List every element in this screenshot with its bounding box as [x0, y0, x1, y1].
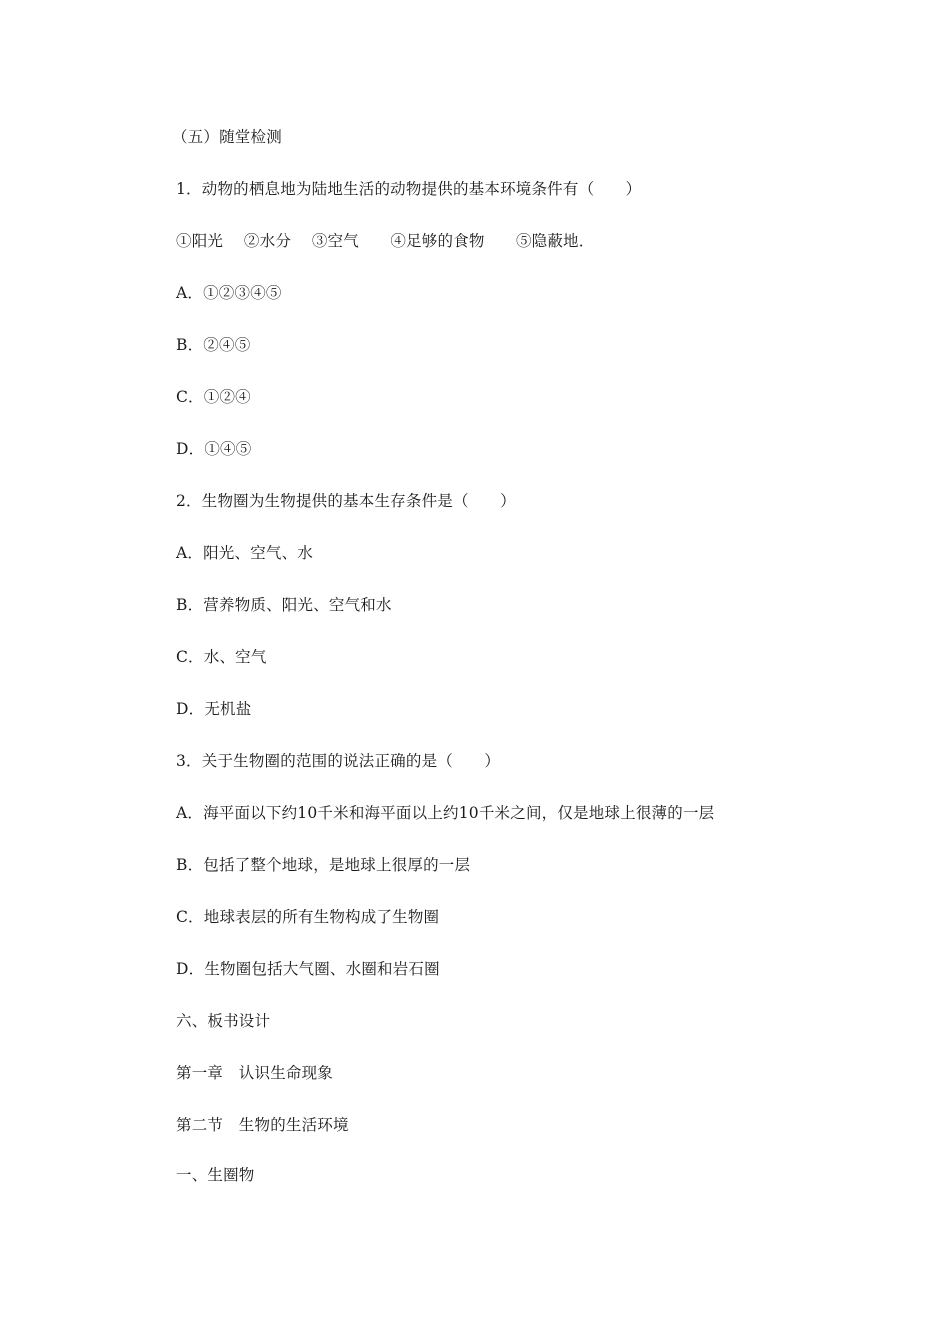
- question-2-option-a: A．阳光、空气、水: [176, 544, 313, 562]
- question-2-option-d: D．无机盐: [176, 700, 252, 718]
- question-3-option-c: C．地球表层的所有生物构成了生物圈: [176, 908, 440, 926]
- question-2-option-c: C．水、空气: [176, 648, 267, 666]
- question-1-option-b: B．②④⑤: [176, 336, 251, 354]
- question-1-option-d: D．①④⑤: [176, 440, 252, 458]
- section-heading-board-design: 六、板书设计: [176, 1012, 271, 1030]
- question-1-items: ①阳光 ②水分 ③空气 ④足够的食物 ⑤隐蔽地．: [176, 232, 595, 250]
- question-3-option-b: B．包括了整个地球，是地球上很厚的一层: [176, 856, 471, 874]
- question-1-option-a: A．①②③④⑤: [176, 284, 282, 302]
- question-1: 1．动物的栖息地为陆地生活的动物提供的基本环境条件有（ ）: [176, 180, 642, 198]
- board-chapter-title: 第一章 认识生命现象: [176, 1064, 334, 1082]
- question-1-option-c: C．①②④: [176, 388, 251, 406]
- board-point-1: 一、生圈物: [176, 1166, 255, 1184]
- board-section-title: 第二节 生物的生活环境: [176, 1116, 349, 1134]
- question-2: 2．生物圈为生物提供的基本生存条件是（ ）: [176, 492, 516, 510]
- question-3-option-a: A．海平面以下约10千米和海平面以上约10千米之间，仅是地球上很薄的一层: [176, 804, 715, 822]
- question-2-option-b: B．营养物质、阳光、空气和水: [176, 596, 392, 614]
- question-3-option-d: D．生物圈包括大气圈、水圈和岩石圈: [176, 960, 440, 978]
- section-heading-quiz: （五）随堂检测: [172, 128, 282, 146]
- question-3: 3．关于生物圈的范围的说法正确的是（ ）: [176, 752, 501, 770]
